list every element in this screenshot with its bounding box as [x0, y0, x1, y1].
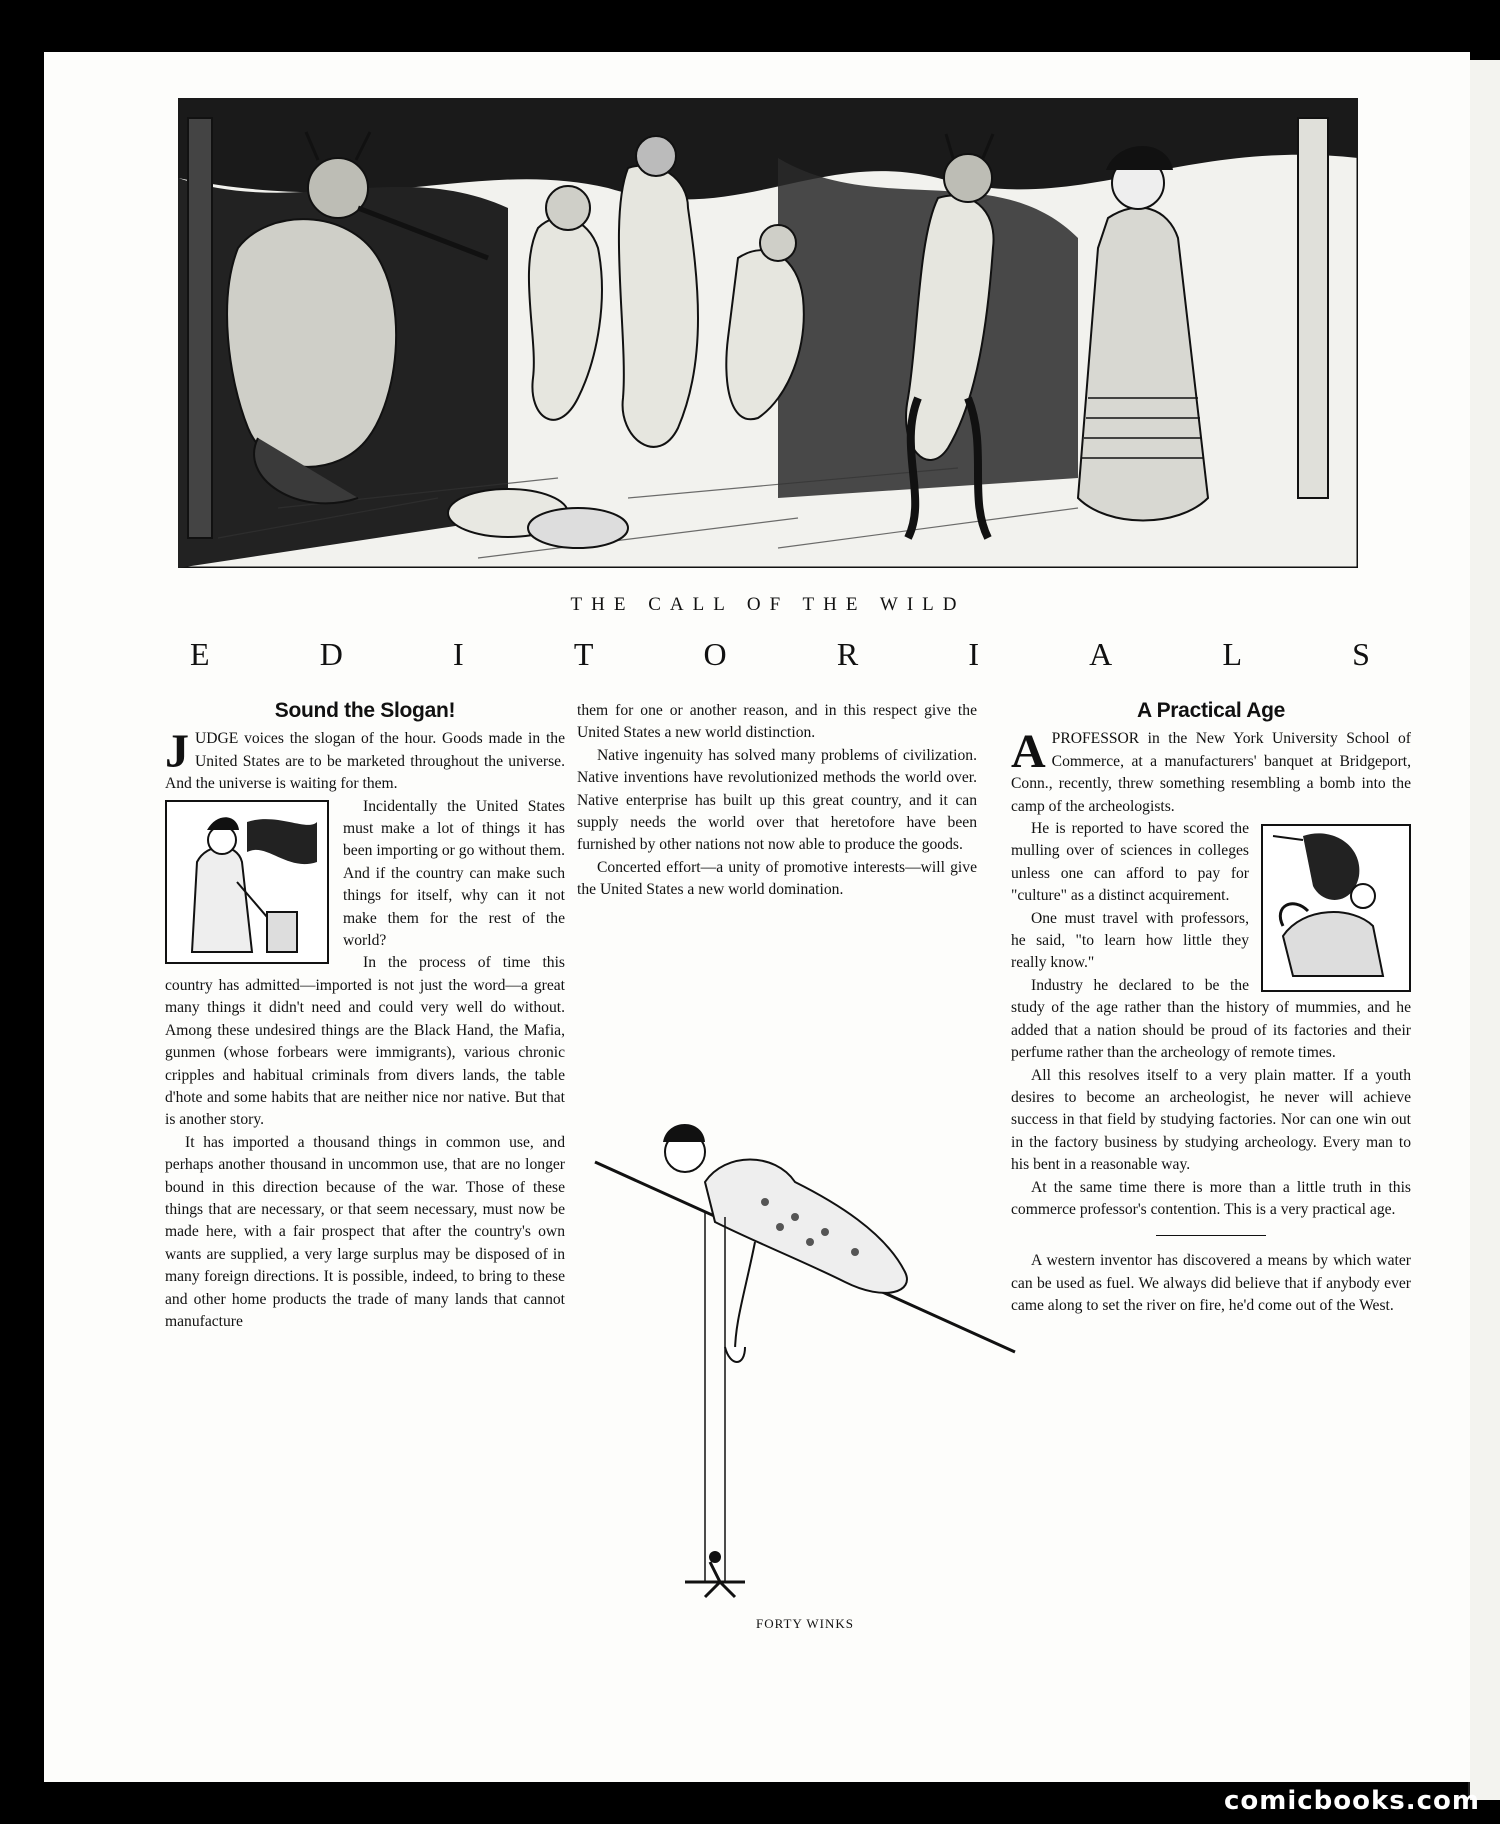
- article-paragraph: It has imported a thousand things in common use, and perhaps another thousand in uncommon use, that are no longer bound in this direction because of the war. Those of these things that are necessary, or that seem necessary, must now be made here, with a fair prospect that after the country's own wants are supplied, a very large surplus may be disposed of in many foreign directions. It is possible, indeed, to bring to these and other home products the trade of many lands that cannot manufacture: [165, 1133, 565, 1330]
- article-paragraph: One must travel with professors, he said, "to learn how little they really know.": [1011, 909, 1249, 972]
- site-watermark: comicbooks.com: [1223, 1786, 1480, 1816]
- article-paragraph: Incidentally the United States must make a lot of things it has been importing or go without them. And if the country can make such things for itself, why can it not make them for the rest of the world?: [343, 797, 565, 950]
- column-practical-age: [1011, 700, 1411, 1318]
- heading-letter: D: [319, 636, 343, 672]
- heading-letter: A: [1089, 636, 1113, 672]
- article-paragraph: A western inventor has discovered a means by which water can be used as fuel. We always did believe that if anybody ever came along to set the river on fire, he'd come out of the West.: [1011, 1252, 1411, 1315]
- paragraph-text: PROFESSOR in the New York University School of Commerce, at a manufacturers' banquet at Bridgeport, Conn., recently, threw something resembling a bomb into the camp of the archeologists.: [1011, 730, 1411, 815]
- heading-letter: O: [703, 636, 727, 672]
- cartoon-caption: FORTY WINKS: [756, 1616, 854, 1631]
- article-heading: A Practical Age: [1136, 699, 1285, 722]
- article-paragraph: In the process of time this country has admitted—imported is not just the word—a great many things it didn't need and could very well do without. Among these undesired things are the Black Hand, the Mafia, gunmen (whose forbears were immigrants), various chronic cripples and habitual criminals from divers lands, the table d'hote and some habits that are neither nice nor native. But that is another story.: [165, 954, 565, 1129]
- article-paragraph: [165, 725, 565, 795]
- heading-letter: T: [573, 636, 594, 672]
- column-sound-the-slogan: [165, 700, 565, 1333]
- illustration-caption: THE CALL OF THE WILD: [570, 594, 966, 615]
- forty-winks-cartoon: [585, 1092, 1025, 1612]
- heading-letter: I: [968, 636, 979, 672]
- heading-letter: S: [1352, 636, 1370, 672]
- drop-cap: A: [1011, 725, 1046, 779]
- article-paragraph: Industry he declared to be the study of the age rather than the history of mummies, and he added that a nation should be proud of its factories and their perfume rather than the archeology of remote times.: [1011, 976, 1411, 1062]
- article-paragraph: He is reported to have scored the mulling over of sciences in colleges unless one can afford to pay for "culture" as a distinct acquirement.: [1011, 820, 1249, 905]
- call-of-the-wild-illustration: [178, 98, 1358, 568]
- adjacent-page-edge: [1468, 60, 1500, 1800]
- golfer-inset-illustration: [165, 800, 329, 964]
- heading-letter: R: [836, 636, 859, 672]
- article-heading: Sound the Slogan!: [274, 699, 456, 722]
- article-paragraph: them for one or another reason, and in this respect give the United States a new world distinction.: [577, 702, 977, 742]
- editorials-heading: [190, 636, 1370, 673]
- heading-letter: L: [1222, 636, 1242, 672]
- column-middle: [577, 700, 977, 902]
- heading-letter: I: [453, 636, 464, 672]
- rider-inset-illustration: [1261, 824, 1411, 992]
- article-paragraph: At the same time there is more than a little truth in this commerce professor's contention. This is a very practical age.: [1011, 1178, 1411, 1218]
- paragraph-text: UDGE voices the slogan of the hour. Goods made in the United States are to be marketed throughout the universe. And the universe is waiting for them.: [165, 730, 565, 793]
- heading-letter: E: [190, 636, 210, 672]
- article-paragraph: All this resolves itself to a very plain matter. If a youth desires to become an archeologist, he never will achieve success in that field by studying factories. Nor can one win out in the factory business by studying archeology. Every man to his bent in a reasonable way.: [1011, 1066, 1411, 1174]
- section-divider: [1156, 1235, 1266, 1236]
- drop-cap: J: [165, 725, 189, 779]
- article-paragraph: [1011, 725, 1411, 818]
- article-paragraph: Concerted effort—a unity of promotive interests—will give the United States a new world domination.: [577, 858, 977, 899]
- article-paragraph: Native ingenuity has solved many problems of civilization. Native inventions have revolutionized methods the world over. Native enterprise has built up this great country, and it can supply needs the world over that heretofore have been furnished by other nations not now able to produce the goods.: [577, 746, 977, 854]
